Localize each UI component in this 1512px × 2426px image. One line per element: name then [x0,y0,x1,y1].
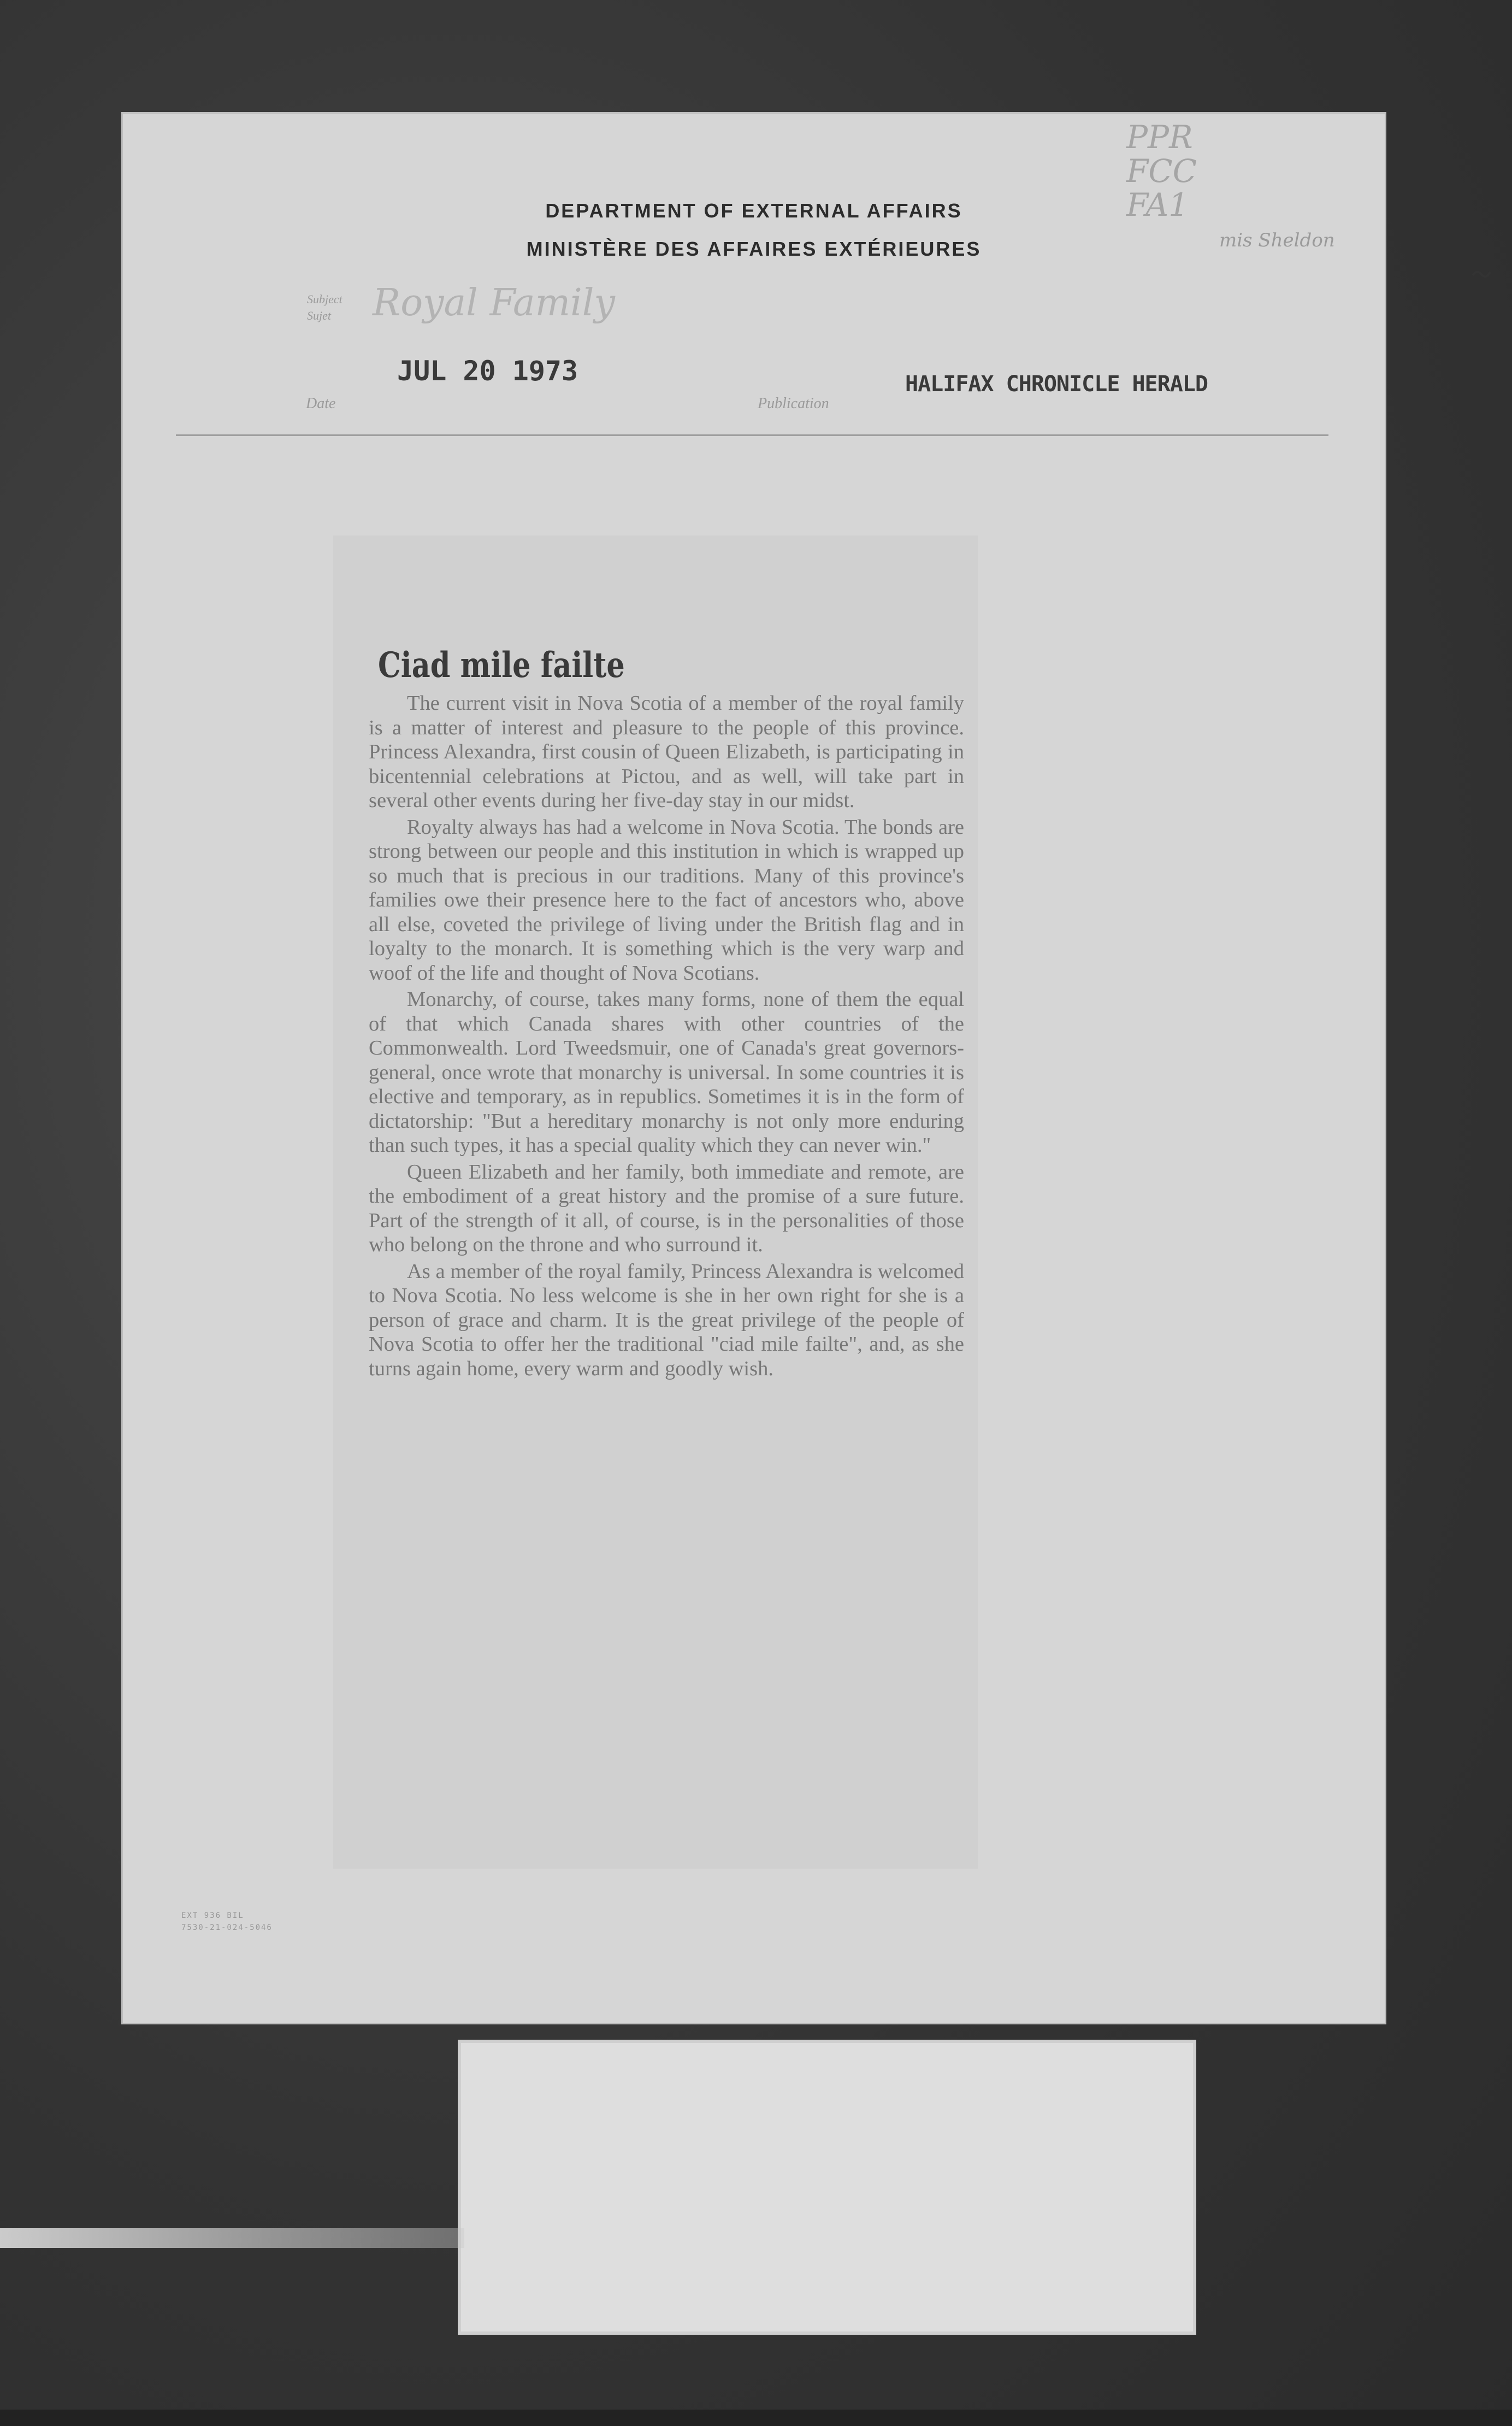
article-paragraph: Monarchy, of course, takes many forms, none of them the equal of that which Canada shares with other countries of the Commonwealth. Lord Tweedsmuir, one of Canada's great governors-general, once wrote that monarchy is universal. In some countries it is elective and temporary, as in republics. Sometimes it is in the form of dictatorship: "But a hereditary monarchy is not only more enduring than such types, it has a special quality which they can never win." [369,988,964,1157]
subject-label-fr: Sujet [307,309,331,322]
subject-handwritten-value: Royal Family [373,281,615,325]
publication-stamp: HALIFAX CHRONICLE HERALD [905,372,1208,397]
department-header-fr: MINISTÈRE DES AFFAIRES EXTÉRIEURES [526,238,982,260]
light-streak [0,2228,464,2248]
publication-label: Publication [758,395,829,412]
article-headline: Ciad mile failte [378,645,625,686]
handwritten-routing-codes: PPR FCC FA1 [1126,119,1197,223]
form-code: EXT 936 BIL 7530-21-024-5046 [181,1911,273,1932]
date-stamp: JUL 20 1973 [397,355,578,387]
article-paragraph: Queen Elizabeth and her family, both immediate and remote, are the embodiment of a great history and the promise of a sure future. Part of the strength of it all, of course, is in the personalities of those who belong on the throne and who surround it. [369,1160,964,1256]
header-divider [176,434,1328,436]
date-label: Date [306,395,336,412]
blank-slip [458,2040,1196,2335]
subject-label-en: Subject [307,292,342,306]
article-paragraph: Royalty always has had a welcome in Nova Scotia. The bonds are strong between our people and this institution in which is wrapped up so much that is precious in our traditions. Many of this province's families owe their presence here to the fact of ancestors who, above all else, coveted the privilege of living under the British flag and in loyalty to the monarch. It is something which is the very warp and woof of the life and thought of Nova Scotians. [369,815,964,985]
article-paragraph: As a member of the royal family, Princess Alexandra is welcomed to Nova Scotia. No less welcome is she in her own right for she is a person of grace and charm. It is the great privilege of the people of Nova Scotia to offer her the traditional "ciad mile failte", and, as she turns again home, every warm and goodly wish. [369,1259,964,1380]
article-paragraph: The current visit in Nova Scotia of a member of the royal family is a matter of interest and pleasure to the people of this province. Princess Alexandra, first cousin of Queen Elizabeth, is participating in bicentennial celebrations at Pictou, and as well, will take part in several other events during her five-day stay in our midst. [369,692,964,812]
film-edge [0,2410,1512,2426]
department-header-en: DEPARTMENT OF EXTERNAL AFFAIRS [545,199,962,222]
handwritten-initials: mis Sheldon [1219,229,1335,251]
scribble-mark-icon [1470,268,1492,280]
article-body [369,691,964,1383]
